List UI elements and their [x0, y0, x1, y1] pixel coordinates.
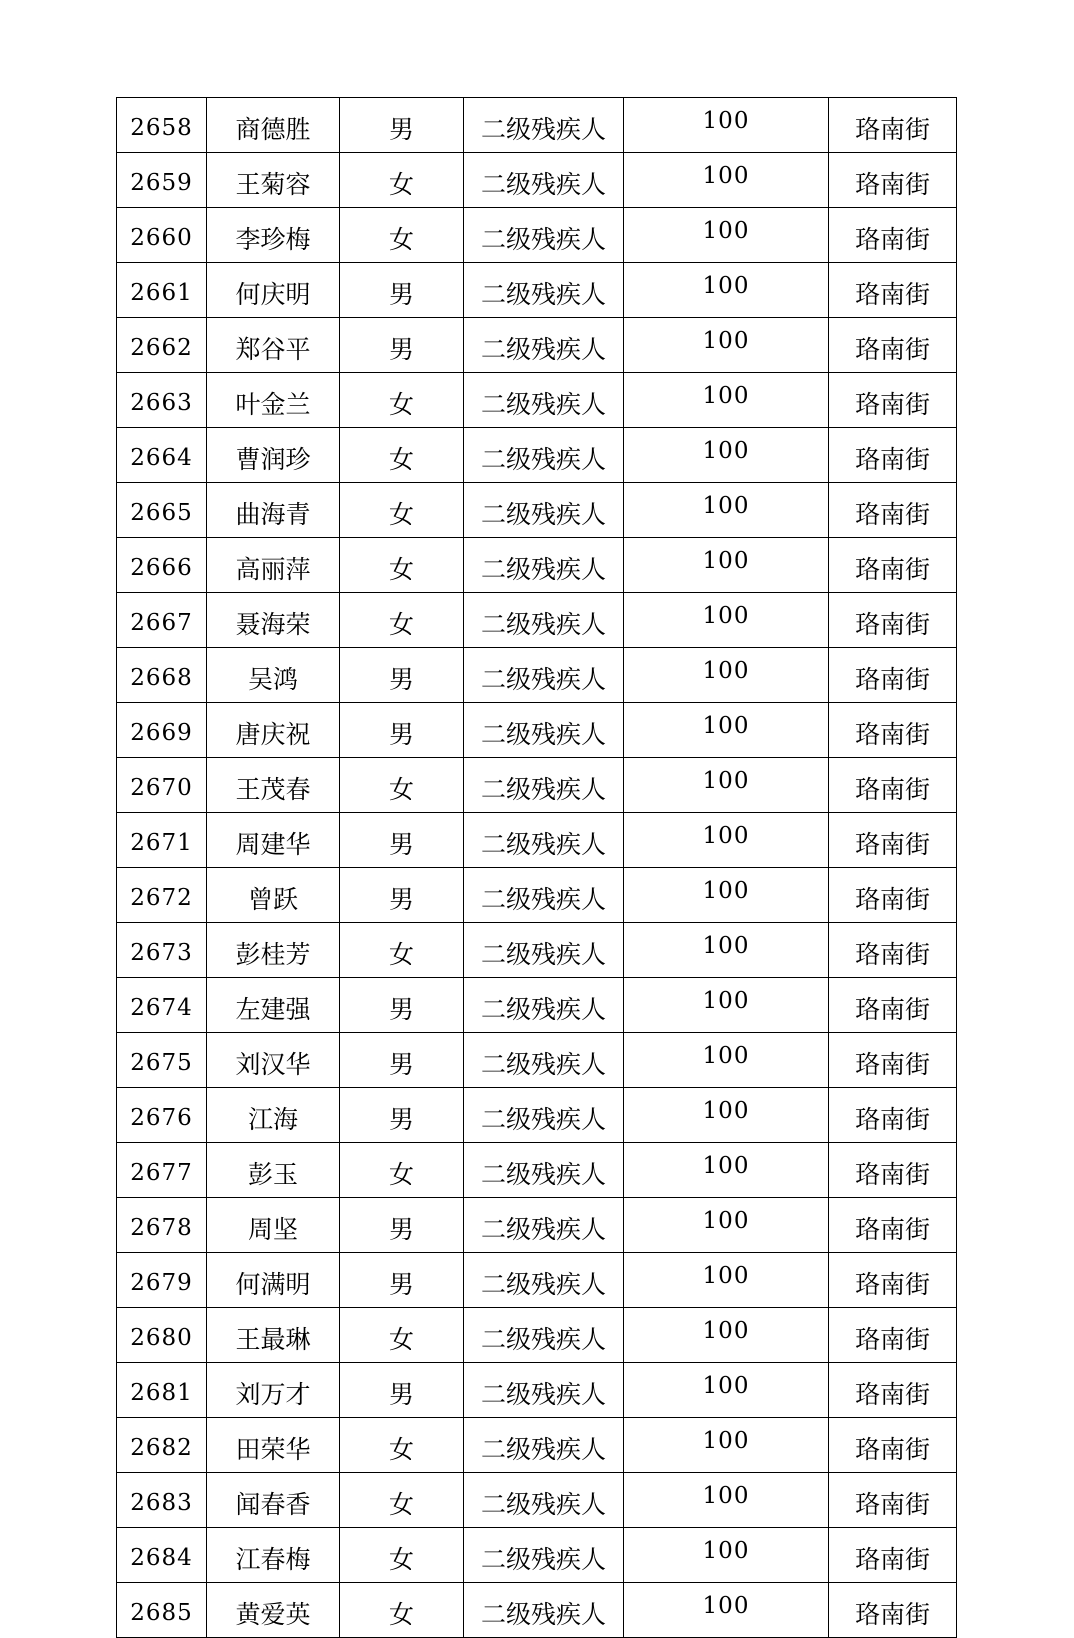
- person-name: 曹润珍: [207, 428, 340, 483]
- table-row: [117, 483, 957, 538]
- disability-level: 二级残疾人: [464, 318, 624, 373]
- gender-cell: 男: [340, 978, 464, 1033]
- gender-cell: 男: [340, 318, 464, 373]
- row-number: 2678: [117, 1198, 207, 1253]
- gender-cell: 女: [340, 428, 464, 483]
- person-name: 周建华: [207, 813, 340, 868]
- street-area: 珞南街: [829, 1528, 957, 1583]
- disability-level: 二级残疾人: [464, 1363, 624, 1418]
- person-name: 左建强: [207, 978, 340, 1033]
- gender-cell: 男: [340, 263, 464, 318]
- amount-cell: 100: [624, 923, 829, 978]
- row-number: 2679: [117, 1253, 207, 1308]
- row-number: 2664: [117, 428, 207, 483]
- amount-cell: 100: [624, 1583, 829, 1638]
- gender-cell: 女: [340, 1308, 464, 1363]
- table-row: [117, 1088, 957, 1143]
- person-name: 曾跃: [207, 868, 340, 923]
- row-number: 2665: [117, 483, 207, 538]
- row-number: 2661: [117, 263, 207, 318]
- amount-cell: 100: [624, 153, 829, 208]
- row-number: 2680: [117, 1308, 207, 1363]
- table-row: [117, 538, 957, 593]
- gender-cell: 女: [340, 153, 464, 208]
- street-area: 珞南街: [829, 1253, 957, 1308]
- table-row: [117, 1308, 957, 1363]
- disability-level: 二级残疾人: [464, 1583, 624, 1638]
- street-area: 珞南街: [829, 263, 957, 318]
- row-number: 2682: [117, 1418, 207, 1473]
- gender-cell: 女: [340, 1473, 464, 1528]
- disability-level: 二级残疾人: [464, 1528, 624, 1583]
- disability-level: 二级残疾人: [464, 758, 624, 813]
- row-number: 2660: [117, 208, 207, 263]
- table-row: [117, 1418, 957, 1473]
- gender-cell: 女: [340, 1143, 464, 1198]
- disability-level: 二级残疾人: [464, 978, 624, 1033]
- row-number: 2669: [117, 703, 207, 758]
- street-area: 珞南街: [829, 373, 957, 428]
- person-name: 曲海青: [207, 483, 340, 538]
- person-name: 江海: [207, 1088, 340, 1143]
- street-area: 珞南街: [829, 1473, 957, 1528]
- gender-cell: 男: [340, 1253, 464, 1308]
- person-name: 刘汉华: [207, 1033, 340, 1088]
- table-row: [117, 428, 957, 483]
- row-number: 2672: [117, 868, 207, 923]
- amount-cell: 100: [624, 1473, 829, 1528]
- table-row: [117, 1033, 957, 1088]
- amount-cell: 100: [624, 1088, 829, 1143]
- row-number: 2658: [117, 98, 207, 153]
- gender-cell: 女: [340, 923, 464, 978]
- disability-level: 二级残疾人: [464, 648, 624, 703]
- row-number: 2663: [117, 373, 207, 428]
- street-area: 珞南街: [829, 703, 957, 758]
- table-row: [117, 153, 957, 208]
- person-name: 聂海荣: [207, 593, 340, 648]
- table-row: [117, 208, 957, 263]
- disability-level: 二级残疾人: [464, 593, 624, 648]
- disability-level: 二级残疾人: [464, 428, 624, 483]
- disability-level: 二级残疾人: [464, 868, 624, 923]
- street-area: 珞南街: [829, 1198, 957, 1253]
- disability-level: 二级残疾人: [464, 98, 624, 153]
- table-row: [117, 1198, 957, 1253]
- gender-cell: 男: [340, 1363, 464, 1418]
- amount-cell: 100: [624, 758, 829, 813]
- roster-body: [117, 98, 957, 1638]
- gender-cell: 男: [340, 98, 464, 153]
- amount-cell: 100: [624, 703, 829, 758]
- row-number: 2671: [117, 813, 207, 868]
- amount-cell: 100: [624, 98, 829, 153]
- amount-cell: 100: [624, 263, 829, 318]
- amount-cell: 100: [624, 1308, 829, 1363]
- street-area: 珞南街: [829, 1583, 957, 1638]
- table-row: [117, 978, 957, 1033]
- person-name: 何庆明: [207, 263, 340, 318]
- person-name: 江春梅: [207, 1528, 340, 1583]
- street-area: 珞南街: [829, 648, 957, 703]
- amount-cell: 100: [624, 373, 829, 428]
- person-name: 吴鸿: [207, 648, 340, 703]
- amount-cell: 100: [624, 208, 829, 263]
- row-number: 2674: [117, 978, 207, 1033]
- disability-level: 二级残疾人: [464, 538, 624, 593]
- row-number: 2676: [117, 1088, 207, 1143]
- disability-level: 二级残疾人: [464, 1143, 624, 1198]
- amount-cell: 100: [624, 868, 829, 923]
- person-name: 商德胜: [207, 98, 340, 153]
- disability-level: 二级残疾人: [464, 208, 624, 263]
- person-name: 郑谷平: [207, 318, 340, 373]
- street-area: 珞南街: [829, 483, 957, 538]
- street-area: 珞南街: [829, 923, 957, 978]
- street-area: 珞南街: [829, 978, 957, 1033]
- person-name: 彭玉: [207, 1143, 340, 1198]
- amount-cell: 100: [624, 538, 829, 593]
- table-row: [117, 1253, 957, 1308]
- person-name: 田荣华: [207, 1418, 340, 1473]
- disability-level: 二级残疾人: [464, 153, 624, 208]
- disability-level: 二级残疾人: [464, 1088, 624, 1143]
- row-number: 2670: [117, 758, 207, 813]
- amount-cell: 100: [624, 813, 829, 868]
- gender-cell: 男: [340, 868, 464, 923]
- person-name: 黄爱英: [207, 1583, 340, 1638]
- gender-cell: 女: [340, 1583, 464, 1638]
- amount-cell: 100: [624, 1418, 829, 1473]
- amount-cell: 100: [624, 593, 829, 648]
- gender-cell: 男: [340, 1088, 464, 1143]
- table-row: [117, 758, 957, 813]
- gender-cell: 男: [340, 813, 464, 868]
- disability-level: 二级残疾人: [464, 1253, 624, 1308]
- gender-cell: 女: [340, 758, 464, 813]
- row-number: 2673: [117, 923, 207, 978]
- amount-cell: 100: [624, 1363, 829, 1418]
- table-row: [117, 318, 957, 373]
- table-row: [117, 1363, 957, 1418]
- street-area: 珞南街: [829, 1363, 957, 1418]
- street-area: 珞南街: [829, 208, 957, 263]
- row-number: 2677: [117, 1143, 207, 1198]
- street-area: 珞南街: [829, 1088, 957, 1143]
- amount-cell: 100: [624, 978, 829, 1033]
- gender-cell: 男: [340, 648, 464, 703]
- person-name: 唐庆祝: [207, 703, 340, 758]
- row-number: 2659: [117, 153, 207, 208]
- amount-cell: 100: [624, 1198, 829, 1253]
- person-name: 王茂春: [207, 758, 340, 813]
- street-area: 珞南街: [829, 1033, 957, 1088]
- table-row: [117, 1473, 957, 1528]
- gender-cell: 女: [340, 208, 464, 263]
- gender-cell: 女: [340, 373, 464, 428]
- table-row: [117, 593, 957, 648]
- gender-cell: 女: [340, 1528, 464, 1583]
- table-row: [117, 813, 957, 868]
- street-area: 珞南街: [829, 538, 957, 593]
- row-number: 2668: [117, 648, 207, 703]
- gender-cell: 男: [340, 703, 464, 758]
- street-area: 珞南街: [829, 153, 957, 208]
- table-row: [117, 1528, 957, 1583]
- person-name: 闻春香: [207, 1473, 340, 1528]
- row-number: 2685: [117, 1583, 207, 1638]
- person-name: 王最琳: [207, 1308, 340, 1363]
- row-number: 2681: [117, 1363, 207, 1418]
- disability-level: 二级残疾人: [464, 1418, 624, 1473]
- row-number: 2684: [117, 1528, 207, 1583]
- gender-cell: 女: [340, 538, 464, 593]
- person-name: 李珍梅: [207, 208, 340, 263]
- table-row: [117, 263, 957, 318]
- person-name: 彭桂芳: [207, 923, 340, 978]
- disability-level: 二级残疾人: [464, 263, 624, 318]
- amount-cell: 100: [624, 428, 829, 483]
- amount-cell: 100: [624, 1528, 829, 1583]
- gender-cell: 男: [340, 1033, 464, 1088]
- disability-level: 二级残疾人: [464, 483, 624, 538]
- street-area: 珞南街: [829, 318, 957, 373]
- gender-cell: 女: [340, 593, 464, 648]
- roster-table: [116, 97, 957, 1638]
- disability-level: 二级残疾人: [464, 1198, 624, 1253]
- disability-level: 二级残疾人: [464, 703, 624, 758]
- row-number: 2662: [117, 318, 207, 373]
- person-name: 高丽萍: [207, 538, 340, 593]
- table-row: [117, 98, 957, 153]
- amount-cell: 100: [624, 648, 829, 703]
- gender-cell: 女: [340, 1418, 464, 1473]
- amount-cell: 100: [624, 483, 829, 538]
- disability-level: 二级残疾人: [464, 373, 624, 428]
- row-number: 2675: [117, 1033, 207, 1088]
- table-row: [117, 923, 957, 978]
- table-row: [117, 703, 957, 758]
- disability-level: 二级残疾人: [464, 1308, 624, 1363]
- street-area: 珞南街: [829, 868, 957, 923]
- amount-cell: 100: [624, 1143, 829, 1198]
- gender-cell: 男: [340, 1198, 464, 1253]
- disability-level: 二级残疾人: [464, 923, 624, 978]
- person-name: 刘万才: [207, 1363, 340, 1418]
- table-row: [117, 1583, 957, 1638]
- street-area: 珞南街: [829, 1143, 957, 1198]
- amount-cell: 100: [624, 1253, 829, 1308]
- person-name: 周坚: [207, 1198, 340, 1253]
- amount-cell: 100: [624, 318, 829, 373]
- table-row: [117, 373, 957, 428]
- street-area: 珞南街: [829, 813, 957, 868]
- person-name: 叶金兰: [207, 373, 340, 428]
- gender-cell: 女: [340, 483, 464, 538]
- disability-level: 二级残疾人: [464, 1033, 624, 1088]
- row-number: 2667: [117, 593, 207, 648]
- street-area: 珞南街: [829, 98, 957, 153]
- row-number: 2683: [117, 1473, 207, 1528]
- disability-level: 二级残疾人: [464, 813, 624, 868]
- person-name: 王菊容: [207, 153, 340, 208]
- table-row: [117, 648, 957, 703]
- street-area: 珞南街: [829, 758, 957, 813]
- amount-cell: 100: [624, 1033, 829, 1088]
- street-area: 珞南街: [829, 1418, 957, 1473]
- street-area: 珞南街: [829, 1308, 957, 1363]
- street-area: 珞南街: [829, 593, 957, 648]
- table-row: [117, 1143, 957, 1198]
- person-name: 何满明: [207, 1253, 340, 1308]
- row-number: 2666: [117, 538, 207, 593]
- disability-level: 二级残疾人: [464, 1473, 624, 1528]
- street-area: 珞南街: [829, 428, 957, 483]
- table-row: [117, 868, 957, 923]
